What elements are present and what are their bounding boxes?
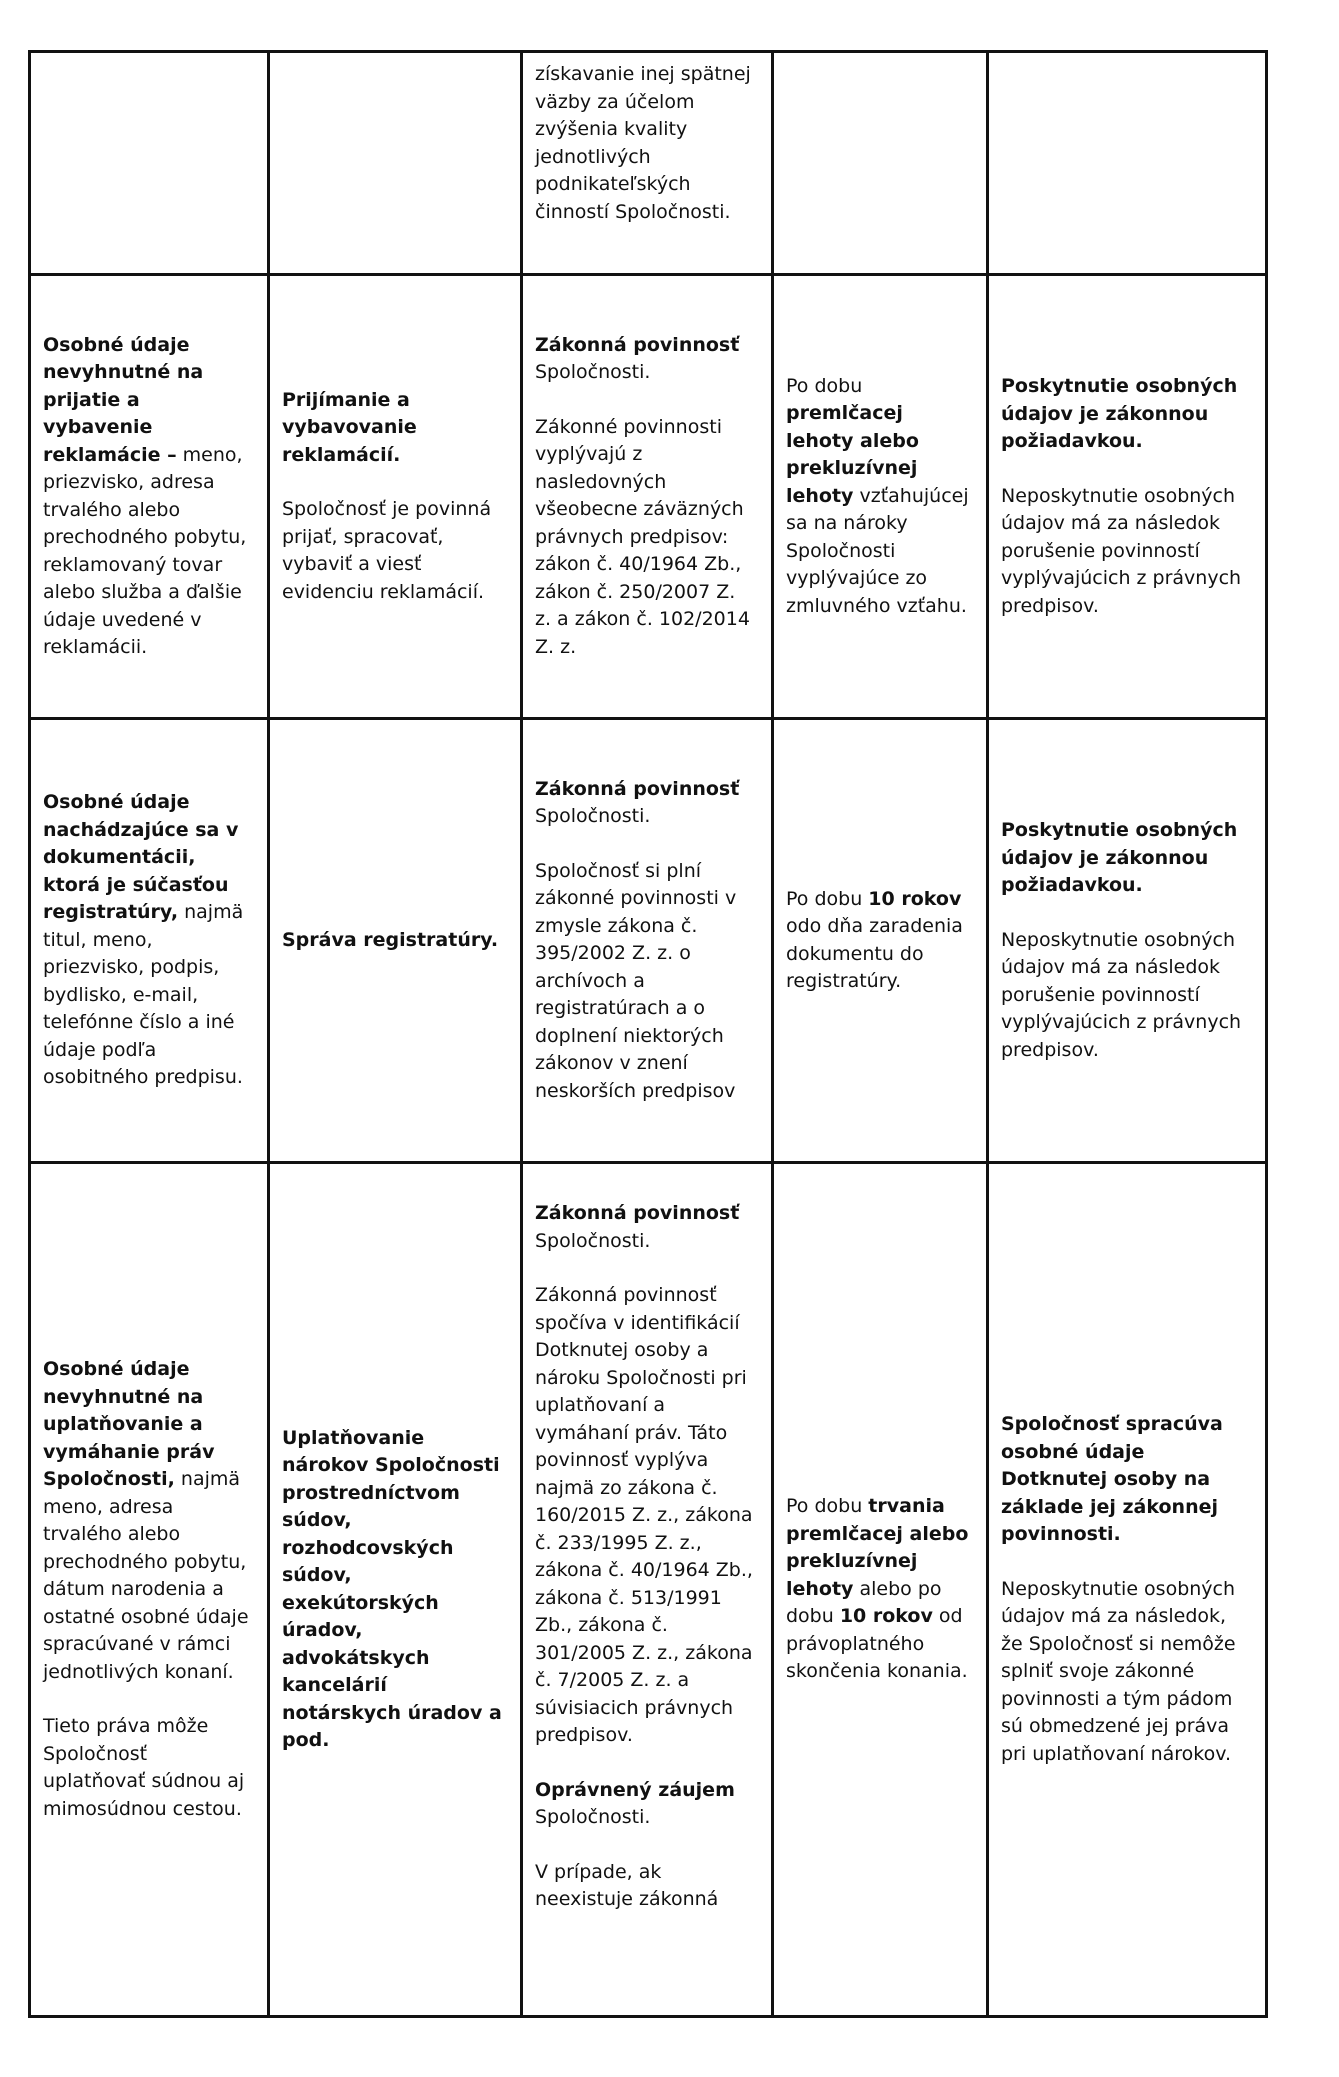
bold-text: 10 rokov <box>868 887 962 910</box>
body-text: Po dobu <box>786 374 863 397</box>
cell-purpose <box>269 275 522 719</box>
body-text: V prípade, ak neexistuje zákonná <box>535 1860 719 1910</box>
cell-paragraph <box>43 789 253 1092</box>
cell-legal-basis <box>522 52 773 275</box>
processing-purposes-table <box>28 50 1268 2018</box>
cell-purpose <box>269 52 522 275</box>
cell-provision-requirement <box>988 1163 1267 2017</box>
cell-retention-period <box>773 719 988 1163</box>
bold-text: Osobné údaje nevyhnutné na uplatňovanie a vymáhanie práv Spoločnosti, <box>43 1358 215 1490</box>
cell-provision-requirement <box>988 719 1267 1163</box>
body-text: Neposkytnutie osobných údajov má za následok, že Spoločnosť si nemôže splniť svoje zákonné povinnosti a tým pádom sú obmedzené jej práva pri uplatňovaní nárokov. <box>1001 1577 1236 1765</box>
cell-purpose <box>269 719 522 1163</box>
cell-paragraph <box>1001 927 1251 1065</box>
cell-paragraph <box>1001 483 1251 621</box>
body-text: Spoločnosť je povinná prijať, spracovať, vybaviť a viesť evidenciu reklamácií. <box>282 498 492 603</box>
cell-paragraph <box>1001 373 1251 456</box>
bold-text: premlčacej lehoty alebo prekluzívnej lehoty <box>786 402 919 507</box>
bold-text: Osobné údaje nachádzajúce sa v dokumentácii, ktorá je súčasťou registratúry, <box>43 791 239 924</box>
bold-text: Zákonná povinnosť <box>535 1202 740 1224</box>
body-text: Spoločnosti. <box>535 805 651 828</box>
cell-paragraph <box>43 332 253 662</box>
bold-text: Spoločnosť spracúva osobné údaje Dotknutej osoby na základe jej zákonnej povinnosti. <box>1001 1413 1223 1545</box>
body-text: Po dobu <box>786 1495 869 1518</box>
table-row <box>30 52 1267 275</box>
cell-purpose <box>269 1163 522 2017</box>
body-text: odo dňa zaradenia dokumentu do registratúry. <box>786 915 963 992</box>
cell-paragraph <box>43 1356 253 1686</box>
body-text: Spoločnosti. <box>535 361 651 384</box>
cell-paragraph <box>1001 1411 1251 1549</box>
cell-paragraph <box>786 373 972 621</box>
cell-paragraph <box>535 61 757 226</box>
cell-legal-basis <box>522 1163 773 2017</box>
cell-paragraph <box>1001 817 1251 900</box>
cell-retention-period <box>773 275 988 719</box>
cell-paragraph <box>282 927 506 955</box>
table-row <box>30 1163 1267 2017</box>
bold-text: Zákonná povinnosť <box>535 333 740 356</box>
cell-paragraph <box>535 414 757 662</box>
body-text: Neposkytnutie osobných údajov má za následok porušenie povinností vyplývajúcich z právnych predpisov. <box>1001 484 1242 617</box>
body-text: Tieto práva môže Spoločnosť uplatňovať súdnou aj mimosúdnou cestou. <box>43 1715 245 1820</box>
body-text: Neposkytnutie osobných údajov má za následok porušenie povinností vyplývajúcich z právnych predpisov. <box>1001 928 1242 1061</box>
body-text: Spoločnosti. <box>535 1229 651 1252</box>
cell-personal-data <box>30 719 269 1163</box>
cell-paragraph <box>282 387 506 470</box>
cell-paragraph <box>43 1713 253 1823</box>
cell-paragraph <box>282 1425 506 1755</box>
cell-paragraph <box>535 858 757 1106</box>
cell-retention-period <box>773 52 988 275</box>
cell-paragraph <box>535 776 757 831</box>
bold-text: 10 rokov <box>839 1605 933 1628</box>
body-text: Spoločnosť si plní zákonné povinnosti v zmysle zákona č. 395/2002 Z. z. o archívoch a registratúrach a o doplnení niektorých zákonov v znení neskorších predpisov <box>535 859 737 1102</box>
body-text: Zákonná povinnosť spočíva v identifikácií Dotknutej osoby a nároku Spoločnosti pri uplatňovaní a vymáhaní práv. Táto povinnosť vyplýva najmä zo zákona č. 160/2015 Z. z., zákona č. 233/1995 Z. z., zákona č. 40/1964 Zb., zákona č. 513/1991 Zb., zákona č. 301/2005 Z. z., zákona č. 7/2005 Z. z. a súvisiacich právnych predpisov. <box>535 1284 753 1746</box>
cell-personal-data <box>30 1163 269 2017</box>
body-text: od právoplatného skončenia konania. <box>786 1605 968 1683</box>
cell-legal-basis <box>522 275 773 719</box>
cell-retention-period <box>773 1163 988 2017</box>
body-text: získavanie inej spätnej väzby za účelom zvýšenia kvality jednotlivých podnikateľských činností Spoločnosti. <box>535 63 751 223</box>
cell-provision-requirement <box>988 52 1267 275</box>
bold-text: Poskytnutie osobných údajov je zákonnou požiadavkou. <box>1001 375 1238 452</box>
cell-paragraph <box>535 332 757 387</box>
cell-personal-data <box>30 52 269 275</box>
cell-paragraph <box>282 496 506 606</box>
cell-paragraph <box>535 1200 757 1255</box>
body-text: Spoločnosti. <box>535 1806 651 1828</box>
bold-text: trvania premlčacej alebo prekluzívnej lehoty <box>786 1495 969 1600</box>
cell-paragraph <box>1001 1576 1251 1769</box>
cell-paragraph <box>535 1282 757 1750</box>
body-text: najmä meno, adresa trvalého alebo prechodného pobytu, dátum narodenia a ostatné osobné údaje spracúvané v rámci jednotlivých konaní. <box>43 1468 249 1683</box>
bold-text: Oprávnený záujem <box>535 1778 735 1801</box>
bold-text: Zákonná povinnosť <box>535 777 740 800</box>
bold-text: Správa registratúry. <box>282 928 499 951</box>
body-text: Zákonné povinnosti vyplývajú z nasledovných všeobecne záväzných právnych predpisov: zákon č. 40/1964 Zb., zákon č. 250/2007 Z. z. a zákon č. 102/2014 Z. z. <box>535 415 750 658</box>
bold-text: Poskytnutie osobných údajov je zákonnou požiadavkou. <box>1001 819 1238 896</box>
cell-paragraph <box>786 1493 972 1686</box>
table-row <box>30 275 1267 719</box>
cell-paragraph <box>535 1859 757 1914</box>
cell-paragraph <box>535 1777 757 1832</box>
bold-text: Prijímanie a vybavovanie reklamácií. <box>282 388 417 466</box>
cell-paragraph <box>786 886 972 996</box>
cell-provision-requirement <box>988 275 1267 719</box>
body-text: alebo po dobu <box>786 1577 942 1628</box>
body-text: meno, priezvisko, adresa trvalého alebo prechodného pobytu, reklamovaný tovar alebo služba a ďalšie údaje uvedené v reklamácii. <box>43 443 247 658</box>
body-text: vzťahujúcej sa na nároky Spoločnosti vyplývajúce zo zmluvného vzťahu. <box>786 484 969 617</box>
cell-personal-data <box>30 275 269 719</box>
cell-legal-basis <box>522 719 773 1163</box>
table-row <box>30 719 1267 1163</box>
bold-text: Uplatňovanie nárokov Spoločnosti prostredníctvom súdov, rozhodcovských súdov, exekútorských úradov, advokátskych kancelárií notárskych úradov a pod. <box>282 1426 502 1751</box>
body-text: Po dobu <box>786 887 869 910</box>
bold-text: Osobné údaje nevyhnutné na prijatie a vybavenie reklamácie – <box>43 333 204 466</box>
body-text: najmä titul, meno, priezvisko, podpis, bydlisko, e-mail, telefónne číslo a iné údaje podľa osobitného predpisu. <box>43 901 244 1089</box>
